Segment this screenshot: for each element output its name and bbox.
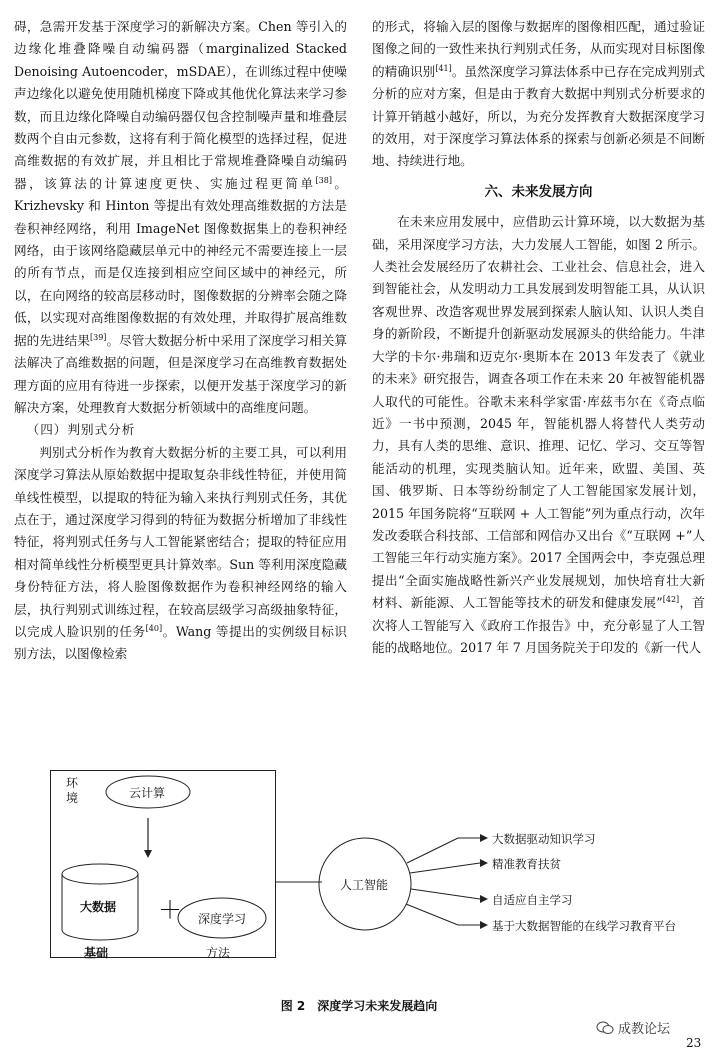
base-label: 基础	[84, 946, 109, 960]
deep-learning-label: 深度学习	[198, 912, 247, 926]
subsection-heading: （四）判别式分析	[26, 422, 136, 438]
down-arrow-head	[144, 850, 152, 858]
output-label-1: 大数据驱动知识学习	[492, 832, 596, 846]
plus-sign: ＋	[158, 896, 182, 924]
cloud-label: 云计算	[129, 786, 166, 800]
page-number: 23	[686, 1036, 702, 1050]
wechat-icon	[596, 1021, 614, 1035]
left-paragraph-2: 判别式分析作为教育大数据分析的主要工具，可以利用深度学习算法从原始数据中提取复杂非线性特征，并使用简单线性模型，以提取的特征为输入来执行判别式任务，其优点在于，通过深度学习得到的特征为数据分析增加了非线性特征，将判别式任务与人工智能紧密结合；提取的特征应用相对简单线性分析模型更具计算效率。Sun 等利用深度隐藏身份特征方法，将人脸图像数据作为卷积神经网络的输入层，执行判别式训练过程，在较高层级学习高级抽象特征，以完成人脸识别的任务[40]。Wang 等提出的实例级目标识别方法，以图像检索	[14, 444, 347, 662]
left-column	[14, 16, 347, 666]
section-heading: 六、未来发展方向	[484, 183, 593, 200]
figure-caption: 图 2 深度学习未来发展趋向	[280, 999, 438, 1013]
figure-2	[40, 762, 700, 992]
ai-label: 人工智能	[340, 878, 389, 892]
bigdata-label: 大数据	[80, 900, 117, 914]
right-paragraph-2: 在未来应用发展中，应借助云计算环境，以大数据为基础，采用深度学习方法，大力发展人工智能，如图 2 所示。人类社会发展经历了农耕社会、工业社会、信息社会，进入到智能社会，从发明动力工具发展到发明智能工具，从认识客观世界、改造客观世界发展到探索人脑认知、认识人类自身的新阶段，不断提升创新驱动发展源头的供给能力。牛津大学的卡尔·弗瑞和迈克尔·奥斯本在 2013 年发表了《就业的未来》研究报告，调查各项工作在未来 20 年被智能机器人取代的可能性。谷歌未来科学家雷·库兹韦尔在《奇点临近》一书中预测，2045 年，智能机器人将替代人类劳动力，具有人类的思维、意识、推理、记忆、学习、交互等智能活动的机理，实现类脑认知。近年来，欧盟、美国、英国、俄罗斯、日本等纷纷制定了人工智能国家发展计划，2015 年国务院将“互联网 + 人工智能”列为重点行动，次年发改委联合科技部、工信部和网信办又出台《“互联网 +”人工智能三年行动实施方案》。2017 全国两会中，李克强总理提出“全面实施战略性新兴产业发展规划，加快培育壮大新材料、新能源、人工智能等技术的研发和健康发展”[42]，首次将人工智能写入《政府工作报告》中，充分彰显了人工智能的战略地位。2017 年 7 月国务院关于印发的《新一代人	[372, 214, 705, 655]
output-label-4: 基于大数据智能的在线学习教育平台	[492, 919, 676, 933]
output-arrows	[406, 834, 488, 929]
watermark	[596, 1018, 670, 1037]
output-label-2: 精准教育扶贫	[492, 857, 561, 871]
method-label: 方法	[206, 946, 231, 960]
output-label-3: 自适应自主学习	[492, 893, 573, 907]
environment-label: 环境	[66, 776, 79, 805]
left-paragraph-1: 碍，急需开发基于深度学习的新解决方案。Chen 等引入的边缘化堆叠降噪自动编码器（marginalized Stacked Denoising Autoencoder，mSDAE），在训练过程中使噪声边缘化以避免使用随机梯度下降或其他优化算法来学习参数，而且边缘化降噪自动编码器仅包含控制噪声量和堆叠层数两个自由元参数，这将有利于简化模型的选择过程，促进高维数据的有效扩展，并且相比于常规堆叠降噪自动编码器，该算法的计算速度更快、实施过程更简单[38]。Krizhevsky 和 Hinton 等提出有效处理高维数据的方法是卷积神经网络，利用 ImageNet 图像数据集上的卷积神经网络，由于该网络隐藏层单元中的神经元不需要连接上一层的所有节点，而是仅连接到相应空间区域中的神经元，所以，在向网络的较高层移动时，图像数据的分辨率会随之降低，以实现对高维图像数据的有效处理，并取得扩展高维数据的先进结果[39]。尽管大数据分析中采用了深度学习相关算法解决了高维数据的问题，但是深度学习在高维教育数据处理方面的应用有待进一步探索，以便开发基于深度学习的新解决方案，处理教育大数据分析领域中的高维度问题。	[14, 19, 348, 415]
watermark-text: 成教论坛	[618, 1022, 671, 1037]
right-paragraph-1: 的形式，将输入层的图像与数据库的图像相匹配，通过验证图像之间的一致性来执行判别式任务，从而实现对目标图像的精确识别[41]。虽然深度学习算法体系中已存在完成判别式分析的应对方案，但是由于教育大数据中判别式分析要求的计算开销越小越好，所以，为充分发挥教育大数据深度学习的效用，对于深度学习算法体系的探索与创新必须是不间断地、持续进行地。	[372, 19, 706, 169]
right-column	[372, 16, 705, 659]
